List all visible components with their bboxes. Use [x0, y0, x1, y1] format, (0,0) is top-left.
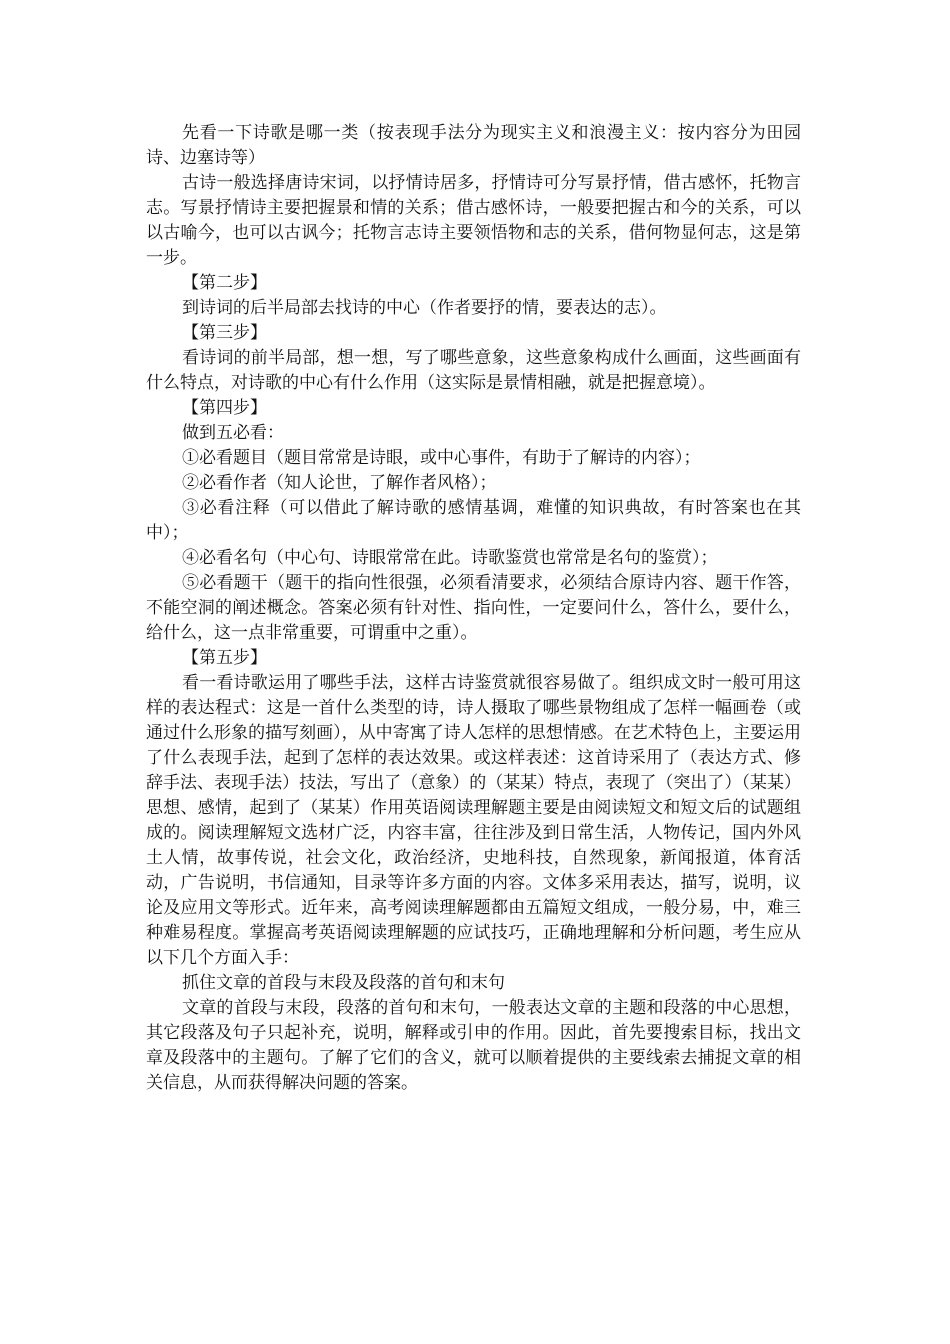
list-item-notes: ③必看注释（可以借此了解诗歌的感情基调，难懂的知识典故，有时答案也在其中）；	[146, 498, 801, 543]
list-item-question-stem: ⑤必看题干（题干的指向性很强，必须看清要求，必须结合原诗内容、题干作答，不能空洞的阐述概念。答案必须有针对性、指向性，一定要问什么，答什么，要什么，给什么，这一点非常重要，可谓重中之重）。	[146, 573, 801, 643]
paragraph-poem-type: 先看一下诗歌是哪一类（按表现手法分为现实主义和浪漫主义：按内容分为田园诗、边塞诗等）	[146, 123, 801, 168]
document-body	[146, 121, 801, 1096]
paragraph-step-one: 古诗一般选择唐诗宋词，以抒情诗居多，抒情诗可分写景抒情，借古感怀，托物言志。写景抒情诗主要把握景和情的关系；借古感怀诗，一般要把握古和今的关系，可以以古喻今，也可以古讽今；托物言志诗主要领悟物和志的关系，借何物显何志，这是第一步。	[146, 173, 801, 268]
list-item-author: ②必看作者（知人论世，了解作者风格）；	[182, 473, 497, 493]
paragraph-topic-sentences: 文章的首段与末段，段落的首句和末句，一般表达文章的主题和段落的中心思想，其它段落及句子只起补充，说明，解释或引申的作用。因此，首先要搜索目标，找出文章及段落中的主题句。了解了它们的含义，就可以顺着提供的主要线索去捕捉文章的相关信息，从而获得解决问题的答案。	[146, 998, 801, 1093]
paragraph-step-two: 到诗词的后半局部去找诗的中心（作者要抒的情，要表达的志）。	[182, 298, 667, 318]
paragraph-five-musts: 做到五必看：	[182, 423, 284, 443]
list-item-title: ①必看题目（题目常常是诗眼，或中心事件，有助于了解诗的内容）；	[182, 448, 701, 468]
paragraph-step-five: 看一看诗歌运用了哪些手法，这样古诗鉴赏就很容易做了。组织成文时一般可用这样的表达程式：这是一首什么类型的诗，诗人摄取了哪些景物组成了怎样一幅画卷（或通过什么形象的描写刻画），从中寄寓了诗人怎样的思想情感。在艺术特色上，主要运用了什么表现手法，起到了怎样的表达效果。或这样表述：这首诗采用了（表达方式、修辞手法、表现手法）技法，写出了（意象）的（某某）特点，表现了（突出了）（某某）思想、感情，起到了（某某）作用英语阅读理解题主要是由阅读短文和短文后的试题组成的。阅读理解短文选材广泛，内容丰富，往往涉及到日常生活，人物传记，国内外风土人情，故事传说，社会文化，政治经济，史地科技，自然现象，新闻报道，体育活动，广告说明，书信通知，目录等许多方面的内容。文体多采用表达，描写，说明，议论及应用文等形式。近年来，高考阅读理解题都由五篇短文组成，一般分易，中，难三种难易程度。掌握高考英语阅读理解题的应试技巧，正确地理解和分析问题，考生应从以下几个方面入手：	[146, 673, 801, 968]
paragraph-step-three: 看诗词的前半局部，想一想，写了哪些意象，这些意象构成什么画面，这些画面有什么特点，对诗歌的中心有什么作用（这实际是景情相融，就是把握意境）。	[146, 348, 801, 393]
heading-step-two: 【第二步】	[182, 273, 267, 293]
heading-step-five: 【第五步】	[182, 648, 267, 668]
list-item-famous-lines: ④必看名句（中心句、诗眼常常在此。诗歌鉴赏也常常是名句的鉴赏）；	[182, 548, 718, 568]
heading-step-four: 【第四步】	[182, 398, 267, 418]
heading-step-three: 【第三步】	[182, 323, 267, 343]
paragraph-subheading: 抓住文章的首段与末段及段落的首句和末句	[182, 973, 505, 993]
